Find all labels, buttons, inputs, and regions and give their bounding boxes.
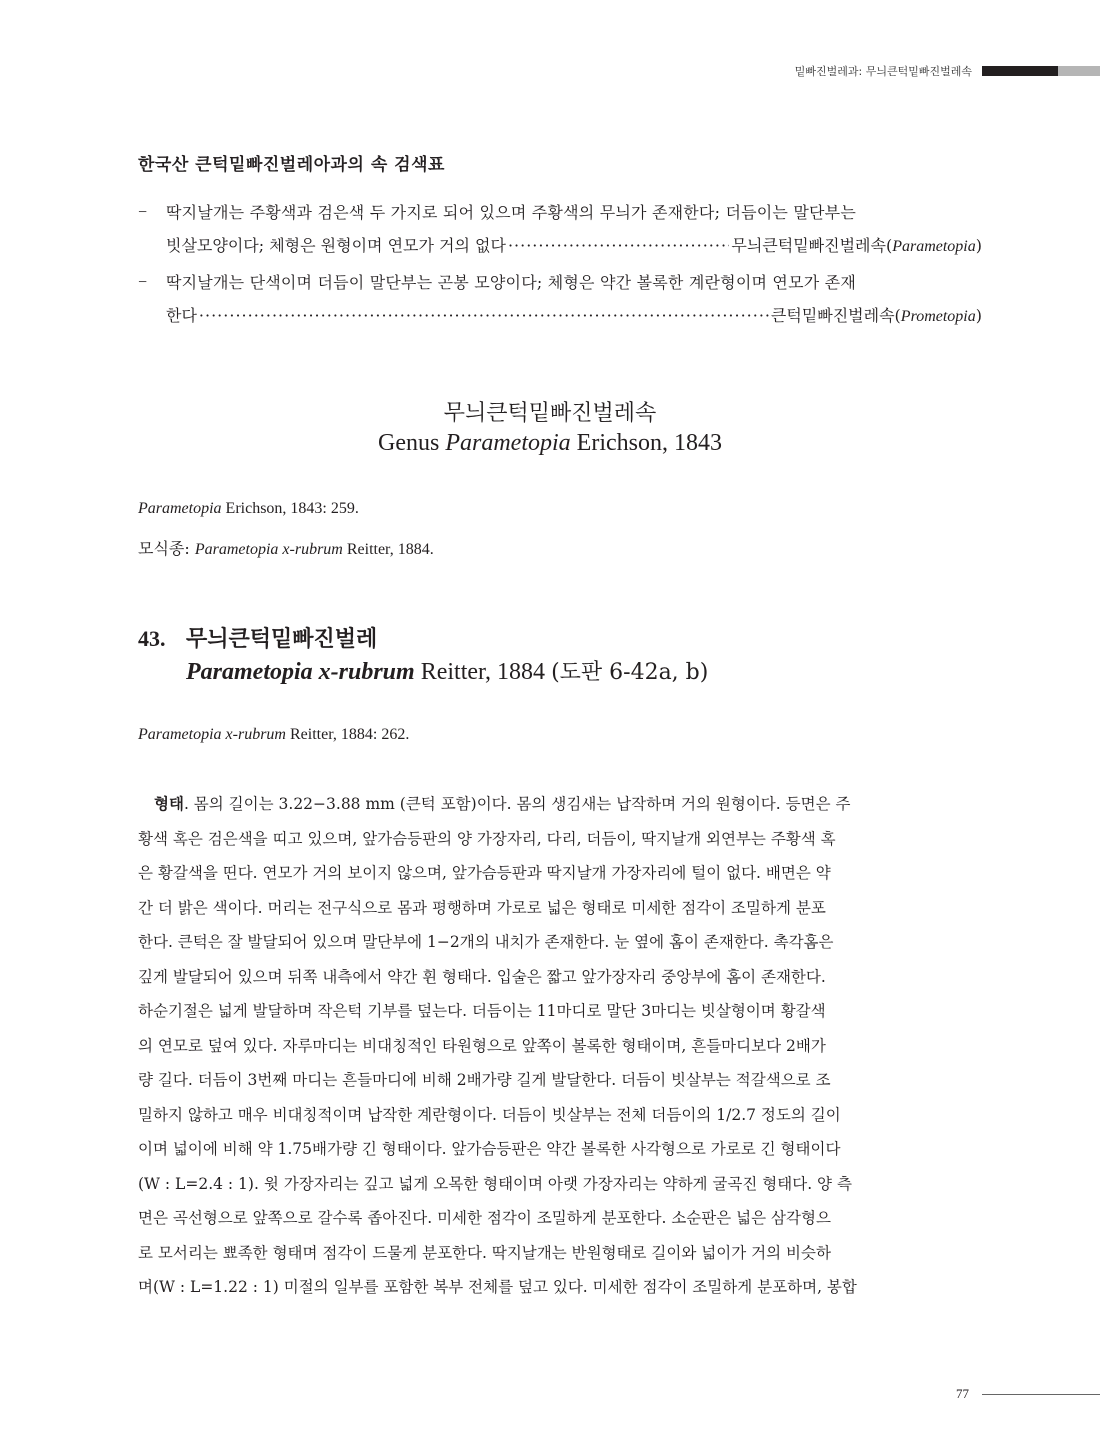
species-number: 43.	[138, 626, 166, 651]
key-line	[138, 229, 982, 263]
key-result	[731, 229, 982, 263]
type-species-name: Parametopia x-rubrum	[194, 541, 343, 558]
body-line	[138, 856, 982, 891]
key-result-korean: 큰턱밑빠진벌레속(	[770, 306, 901, 325]
species-heading-scientific	[186, 655, 708, 686]
type-species	[138, 536, 434, 559]
body-text: 은 황갈색을 띤다. 연모가 거의 보이지 않으며, 앞가슴등판과 딱지날개 가장자리에 털이 없다. 배면은 약	[138, 864, 831, 882]
body-line	[138, 1270, 982, 1305]
body-line	[138, 925, 982, 960]
body-line	[138, 1063, 982, 1098]
body-line	[138, 1167, 982, 1202]
key-line	[138, 196, 982, 229]
body-line	[138, 994, 982, 1029]
key-entry-2	[138, 266, 982, 333]
body-text: 이며 넓이에 비해 약 1.75배가량 긴 형태이다. 앞가슴등판은 약간 볼록한 사각형으로 가로로 긴 형태이다	[138, 1140, 841, 1158]
body-text: 밀하지 않하고 매우 비대칭적이며 납작한 계란형이다. 더듬이 빗살부는 전체 더듬이의 1/2.7 정도의 길이	[138, 1105, 841, 1124]
body-text: 하순기절은 넓게 발달하며 작은턱 기부를 덮는다. 더듬이는 11마디로 말단 3마디는 빗살형이며 황갈색	[138, 1002, 826, 1020]
reference-taxon: Parametopia	[138, 500, 222, 517]
body-line	[138, 1201, 982, 1236]
key-dash: −	[138, 204, 148, 221]
body-line	[138, 1132, 982, 1167]
type-species-label: 모식종:	[138, 539, 195, 558]
body-text: 량 길다. 더듬이 3번째 마디는 흔들마디에 비해 2배가량 길게 발달한다. 더듬이 빗살부는 적갈색으로 조	[138, 1071, 831, 1089]
key-result-genus: Parametopia	[892, 238, 976, 255]
key-text: 딱지날개는 주황색과 검은색 두 가지로 되어 있으며 주황색의 무늬가 존재한다; 더듬이는 말단부는	[166, 203, 856, 222]
type-species-author: Reitter, 1884.	[342, 541, 434, 558]
key-text: 딱지날개는 단색이며 더듬이 말단부는 곤봉 모양이다; 체형은 약간 볼록한 계란형이며 연모가 존재	[166, 273, 856, 292]
body-text: 의 연모로 덮여 있다. 자루마디는 비대칭적인 타원형으로 앞쪽이 볼록한 형태이며, 흔들마디보다 2배가	[138, 1036, 826, 1055]
genus-name: Parametopia	[445, 430, 571, 456]
running-header	[795, 64, 1100, 78]
key-result-genus: Prometopia	[900, 308, 976, 325]
key-result-korean: 무늬큰턱밑빠진벌레속(	[731, 236, 893, 255]
body-line	[138, 1029, 982, 1064]
body-text: . 몸의 길이는 3.22−3.88 mm (큰턱 포함)이다. 몸의 생김새는 납작하며 거의 원형이다. 등면은 주	[183, 795, 851, 813]
species-plate-ref: (도판 6-42a, b)	[551, 660, 709, 685]
reference-citation: Erichson, 1843: 259.	[221, 500, 359, 517]
reference-taxon: Parametopia x-rubrum	[138, 726, 286, 743]
key-line	[138, 266, 982, 299]
key-text: 빗살모양이다; 체형은 원형이며 연모가 거의 없다	[166, 236, 506, 255]
key-leader-dots	[508, 229, 729, 262]
footer-rule	[982, 1394, 1100, 1395]
key-result-paren: )	[975, 306, 982, 325]
species-korean-name: 무늬큰턱밑빠진벌레	[186, 626, 378, 652]
reference-citation: Reitter, 1884: 262.	[285, 726, 410, 743]
genus-heading-scientific	[0, 430, 1100, 457]
key-line	[138, 299, 982, 333]
body-text: (W : L=2.4 : 1). 윗 가장자리는 깊고 넓게 오목한 형태이며 아랫 가장자리는 약하게 굴곡진 형태다. 양 측	[138, 1174, 852, 1193]
key-text: 한다	[166, 306, 197, 325]
key-result-paren: )	[975, 236, 982, 255]
body-line	[138, 960, 982, 995]
header-bar-gray	[1058, 66, 1100, 76]
header-bar-dark	[982, 66, 1058, 76]
key-leader-dots	[199, 299, 769, 332]
species-reference	[138, 726, 409, 744]
page-number: 77	[956, 1386, 969, 1401]
species-heading-korean	[138, 622, 377, 653]
morphology-description	[138, 787, 982, 1305]
body-text: 며(W : L=1.22 : 1) 미절의 일부를 포함한 복부 전체를 덮고 있다. 미세한 점각이 조밀하게 분포하며, 봉합	[138, 1278, 857, 1296]
species-author: Reitter, 1884	[414, 659, 552, 685]
body-line	[138, 891, 982, 926]
body-text: 면은 곡선형으로 앞쪽으로 갈수록 좁아진다. 미세한 점각이 조밀하게 분포한다. 소순판은 넓은 삼각형으	[138, 1209, 831, 1227]
morphology-label: 형태	[154, 794, 184, 813]
body-line	[138, 787, 982, 822]
key-title: 한국산 큰턱밑빠진벌레아과의 속 검색표	[138, 155, 445, 175]
body-text: 간 더 밝은 색이다. 머리는 전구식으로 몸과 평행하며 가로로 넓은 형태로 미세한 점각이 조밀하게 분포	[138, 898, 826, 917]
genus-prefix: Genus	[378, 430, 446, 456]
body-line	[138, 1098, 982, 1133]
genus-heading-korean: 무늬큰턱밑빠진벌레속	[443, 401, 657, 426]
body-line	[138, 1236, 982, 1271]
body-line	[138, 822, 982, 857]
genus-author: Erichson, 1843	[570, 430, 722, 456]
body-text: 한다. 큰턱은 잘 발달되어 있으며 말단부에 1−2개의 내치가 존재한다. 눈 옆에 홈이 존재한다. 촉각홈은	[138, 933, 834, 951]
body-text: 로 모서리는 뾰족한 형태며 점각이 드물게 분포한다. 딱지날개는 반원형태로 길이와 넓이가 거의 비슷하	[138, 1243, 831, 1262]
key-result	[771, 299, 982, 333]
running-header-text: 밑빠진벌레과: 무늬큰턱밑빠진벌레속	[794, 65, 972, 78]
body-text: 황색 혹은 검은색을 띠고 있으며, 앞가슴등판의 양 가장자리, 다리, 더듬이, 딱지날개 외연부는 주황색 혹	[138, 829, 836, 848]
genus-reference	[138, 500, 359, 518]
body-text: 깊게 발달되어 있으며 뒤쪽 내측에서 약간 휜 형태다. 입술은 짧고 앞가장자리 중앙부에 홈이 존재한다.	[138, 967, 826, 986]
species-scientific-name: Parametopia x-rubrum	[186, 659, 415, 685]
key-entry-1	[138, 196, 982, 263]
key-dash: −	[138, 274, 148, 291]
